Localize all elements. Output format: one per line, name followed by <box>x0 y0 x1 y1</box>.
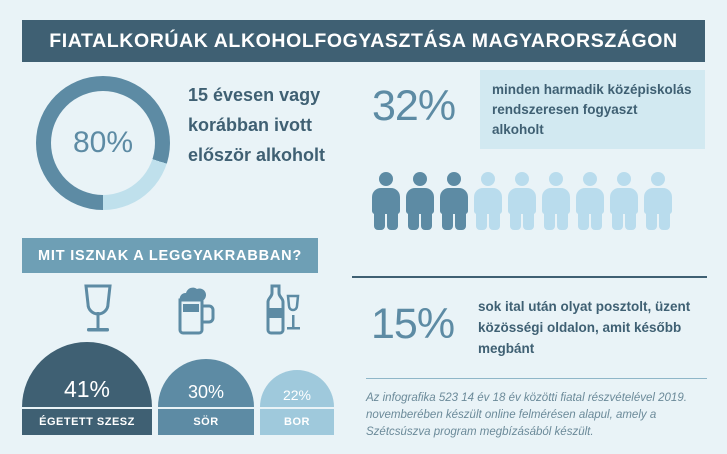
header-banner <box>22 20 705 62</box>
person-icon <box>372 172 400 230</box>
gauge-value-label: 22% <box>282 387 312 403</box>
person-icon <box>576 172 604 230</box>
stat-15-description: sok ital után olyat posztolt, üzent közösségi oldalon, amit később megbánt <box>478 299 691 356</box>
gauge-bor <box>260 370 334 428</box>
wine-bottle-icon <box>260 282 304 343</box>
stat-32-description: minden harmadik középiskolás rendszeresen fogyaszt alkoholt <box>492 82 692 137</box>
stat-32-value: 32% <box>372 82 456 130</box>
footnote-text: Az infografika 523 14 év 18 év közötti fiatal részvételével 2019. novemberében készült online felmérésen alapul, amely a Szétcsúszva program megbízásából készült. <box>366 392 687 438</box>
section-divider <box>352 276 707 278</box>
donut-chart-80 <box>36 76 170 210</box>
gauge-label: BOR <box>260 409 334 435</box>
person-icon <box>406 172 434 230</box>
drink-icons-row <box>22 282 318 344</box>
person-icon <box>542 172 570 230</box>
gauge-value-label: 30% <box>187 382 225 402</box>
page-title: FIATALKORÚAK ALKOHOLFOGYASZTÁSA MAGYARORSZÁGON <box>49 29 678 52</box>
gauge-label: SÖR <box>158 409 254 435</box>
person-icon <box>610 172 638 230</box>
lead-statement: 15 évesen vagy korábban ivott először alkoholt <box>188 85 326 165</box>
person-icon <box>440 172 468 230</box>
beer-mug-icon <box>174 284 218 341</box>
shot-glass-icon <box>80 282 116 343</box>
stat-32-box <box>480 70 705 149</box>
gauge-label: ÉGETETT SZESZ <box>22 409 152 435</box>
drinks-section-title-bar <box>22 238 318 273</box>
drinks-section-title: MIT ISZNAK A LEGGYAKRABBAN? <box>38 247 303 264</box>
donut-hole <box>51 91 155 195</box>
donut-ring <box>36 76 170 210</box>
stat-15-value: 15% <box>371 300 455 348</box>
gauge-dome <box>22 342 152 407</box>
gauge-sor <box>158 359 254 428</box>
donut-value-label: 80% <box>72 126 134 159</box>
people-pictogram <box>372 168 707 230</box>
gauge-value-label: 41% <box>63 376 111 402</box>
person-icon <box>474 172 502 230</box>
gauge-dome <box>260 370 334 407</box>
gauge-dome <box>158 359 254 407</box>
drink-gauges <box>22 345 332 435</box>
footnote-divider <box>366 378 707 379</box>
person-icon <box>644 172 672 230</box>
person-icon <box>508 172 536 230</box>
gauge-egetett-szesz <box>22 342 152 428</box>
